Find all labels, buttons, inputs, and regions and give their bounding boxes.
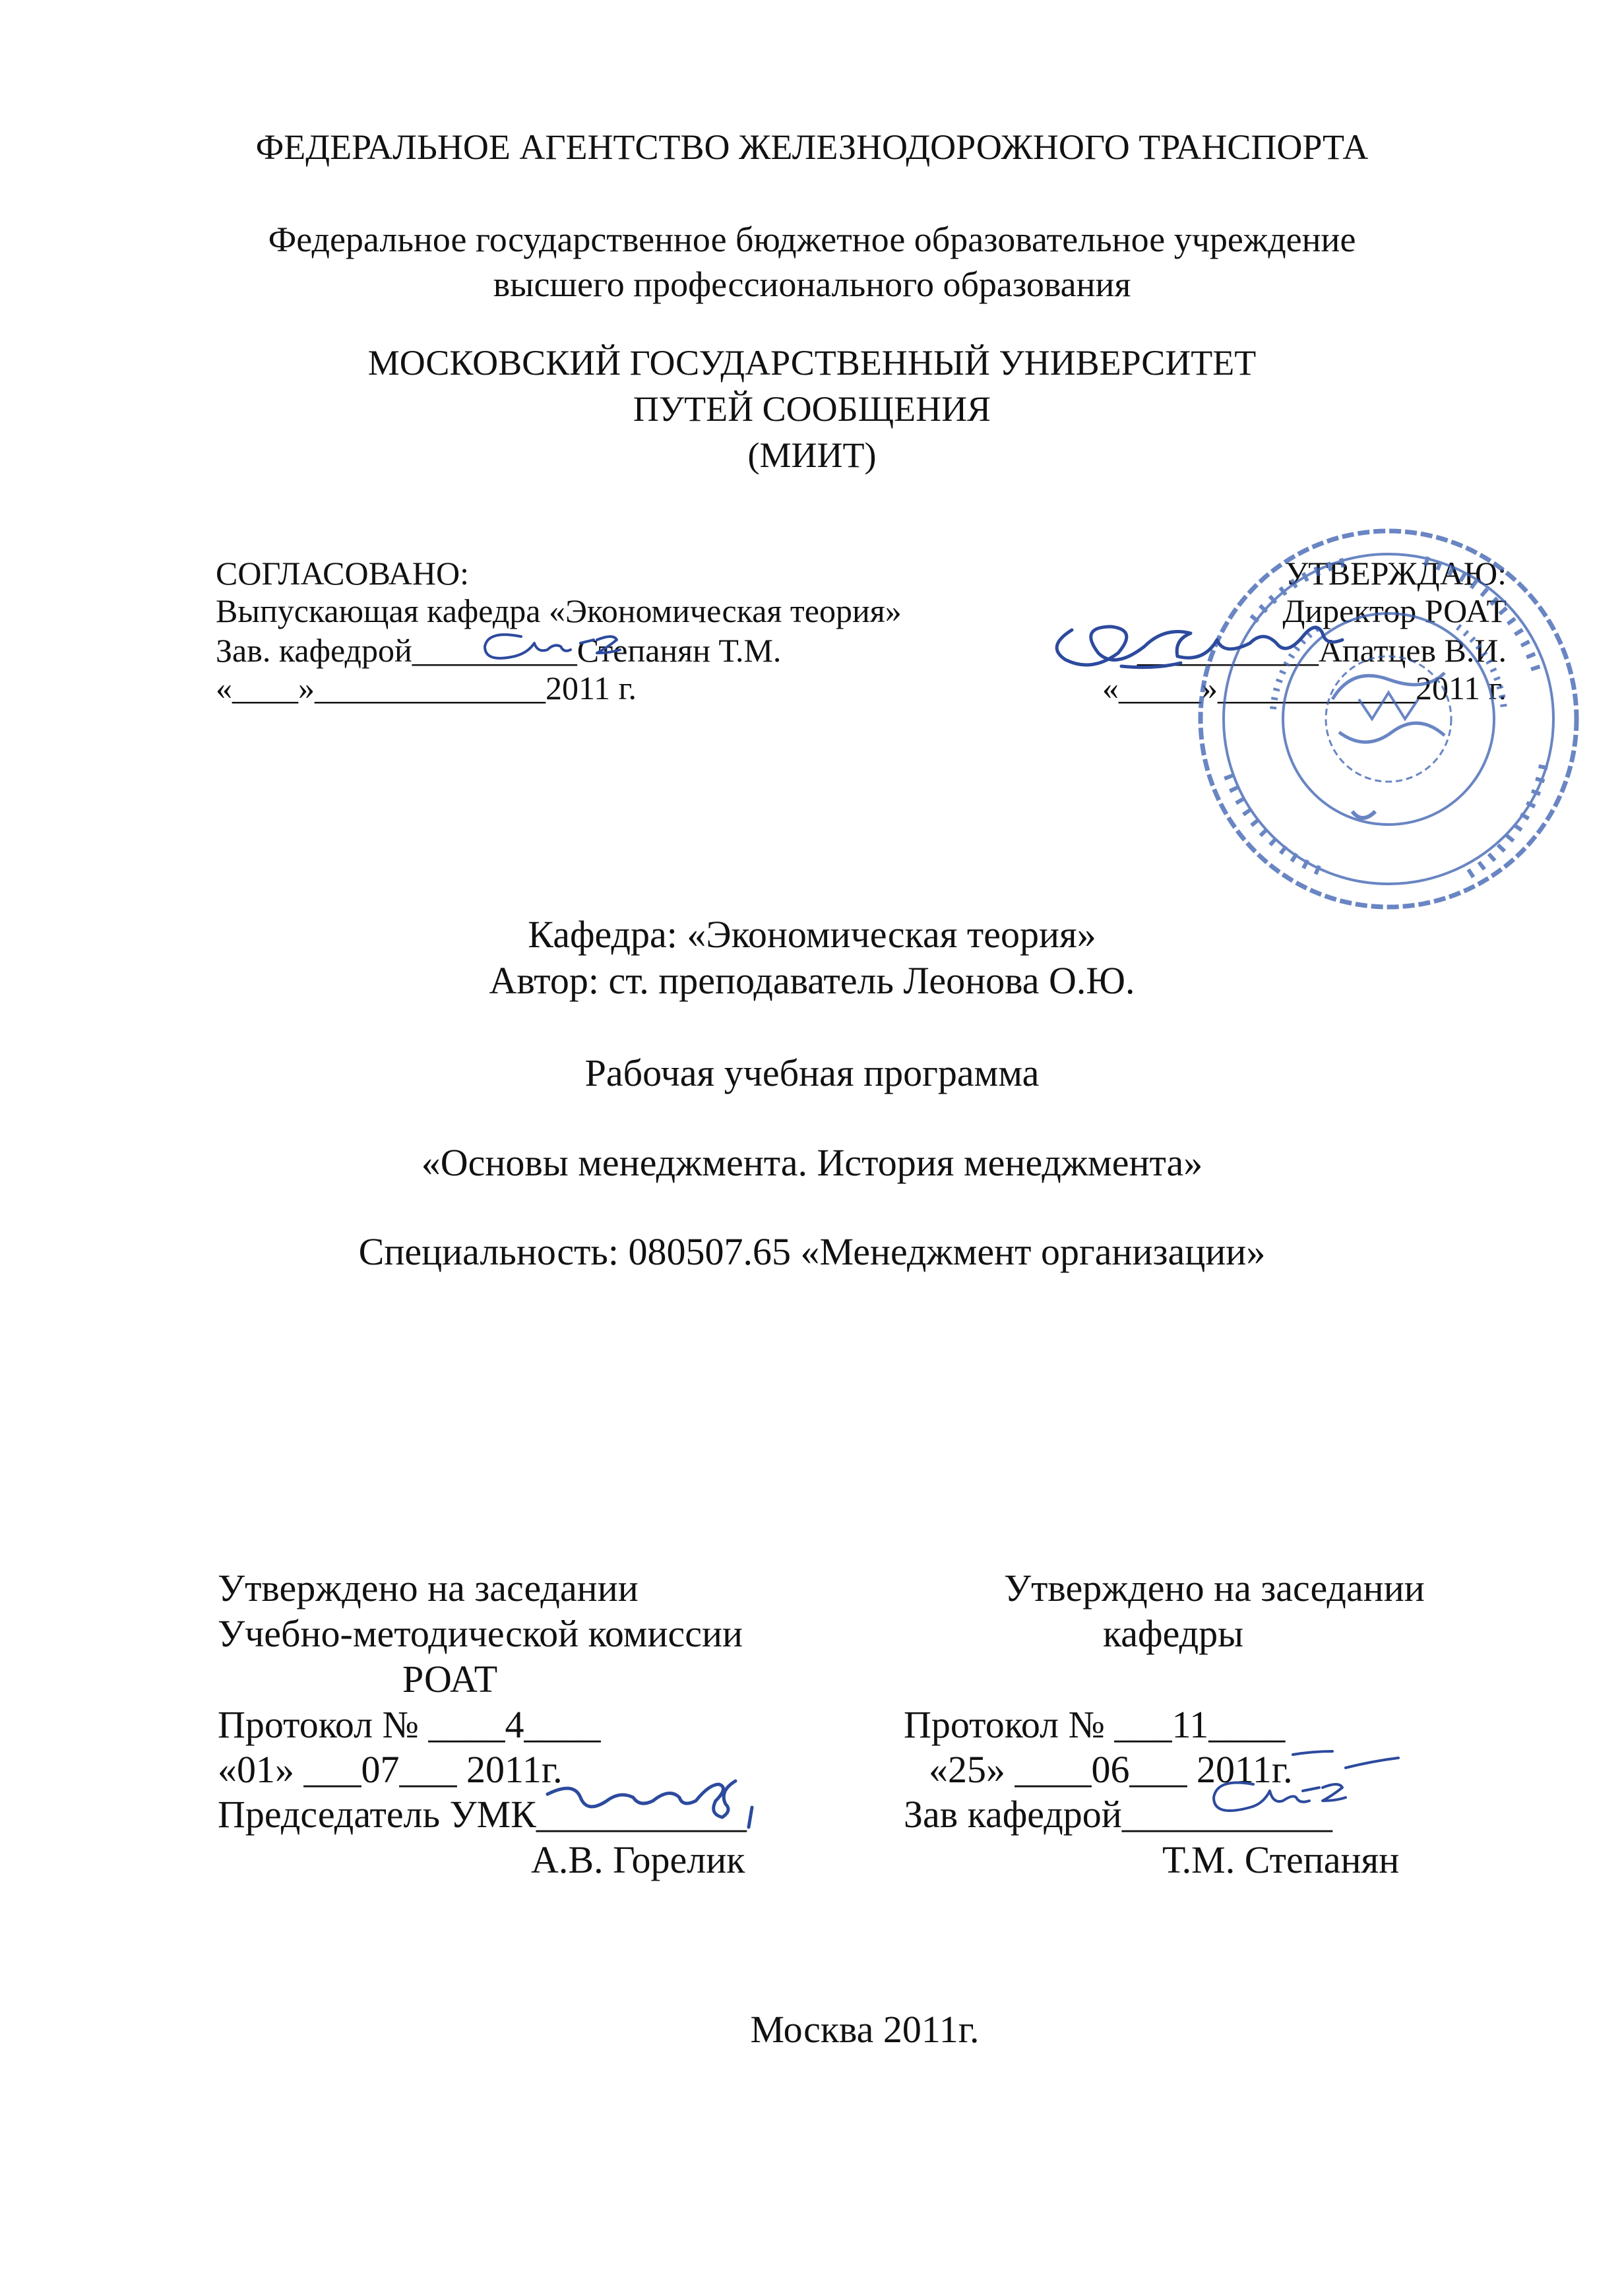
- umk-date: «01» ___07___ 2011г.: [218, 1748, 563, 1791]
- author-line: Автор: ст. преподаватель Леонова О.Ю.: [489, 959, 1135, 1002]
- umk-protocol: Протокол № ____4____: [218, 1703, 601, 1746]
- umk-line-1: Утверждено на заседании: [218, 1567, 639, 1609]
- umk-line-3: РОАТ: [402, 1658, 498, 1701]
- university-abbr: (МИИТ): [747, 435, 877, 475]
- dept-line-2: кафедры: [1103, 1612, 1244, 1655]
- course-title: «Основы менеджмента. История менеджмента»: [421, 1141, 1203, 1184]
- agreed-date-line: «____»______________2011 г.: [216, 670, 637, 706]
- institution-line-1: Федеральное государственное бюджетное образовательное учреждение: [268, 220, 1356, 259]
- approved-date-line: «_____»____________2011 г.: [1102, 670, 1507, 706]
- approved-signature-line: ___________Апатцев В.И.: [1137, 632, 1507, 669]
- dept-protocol: Протокол № ___11____: [904, 1703, 1286, 1746]
- dept-head-signature: [1214, 1751, 1398, 1811]
- agreed-title: СОГЛАСОВАНО:: [216, 555, 470, 592]
- umk-chair-line: Председатель УМК___________: [218, 1793, 747, 1836]
- umk-line-2: Учебно-методической комиссии: [218, 1612, 743, 1655]
- approved-title: УТВЕРЖДАЮ:: [1284, 555, 1507, 592]
- document-type: Рабочая учебная программа: [584, 1051, 1040, 1094]
- umk-chair-name: А.В. Горелик: [531, 1838, 745, 1881]
- department-line: Кафедра: «Экономическая теория»: [528, 913, 1096, 956]
- city-year: Москва 2011г.: [750, 2008, 980, 2051]
- dept-head-name: Т.М. Степанян: [1162, 1838, 1400, 1881]
- agreed-head-signature: [485, 635, 620, 658]
- agreed-head-line: Зав. кафедрой__________Степанян Т.М.: [216, 632, 782, 669]
- approved-position: Директор РОАТ: [1282, 592, 1507, 629]
- dept-head-line: Зав кафедрой___________: [904, 1793, 1332, 1836]
- round-seal-stamp: [1201, 531, 1577, 907]
- institution-line-2: высшего профессионального образования: [493, 265, 1131, 304]
- agency-title: ФЕДЕРАЛЬНОЕ АГЕНТСТВО ЖЕЛЕЗНОДОРОЖНОГО ТРАНСПОРТА: [255, 127, 1369, 167]
- dept-date: «25» ____06___ 2011г.: [929, 1748, 1293, 1791]
- agreed-department: Выпускающая кафедра «Экономическая теория»: [216, 592, 902, 629]
- university-line-1: МОСКОВСКИЙ ГОСУДАРСТВЕННЫЙ УНИВЕРСИТЕТ: [367, 343, 1257, 383]
- specialty-line: Специальность: 080507.65 «Менеджмент организации»: [358, 1230, 1266, 1273]
- umk-chair-signature: [547, 1781, 752, 1827]
- dept-line-1: Утверждено на заседании: [1004, 1567, 1425, 1609]
- university-line-2: ПУТЕЙ СООБЩЕНИЯ: [633, 389, 991, 429]
